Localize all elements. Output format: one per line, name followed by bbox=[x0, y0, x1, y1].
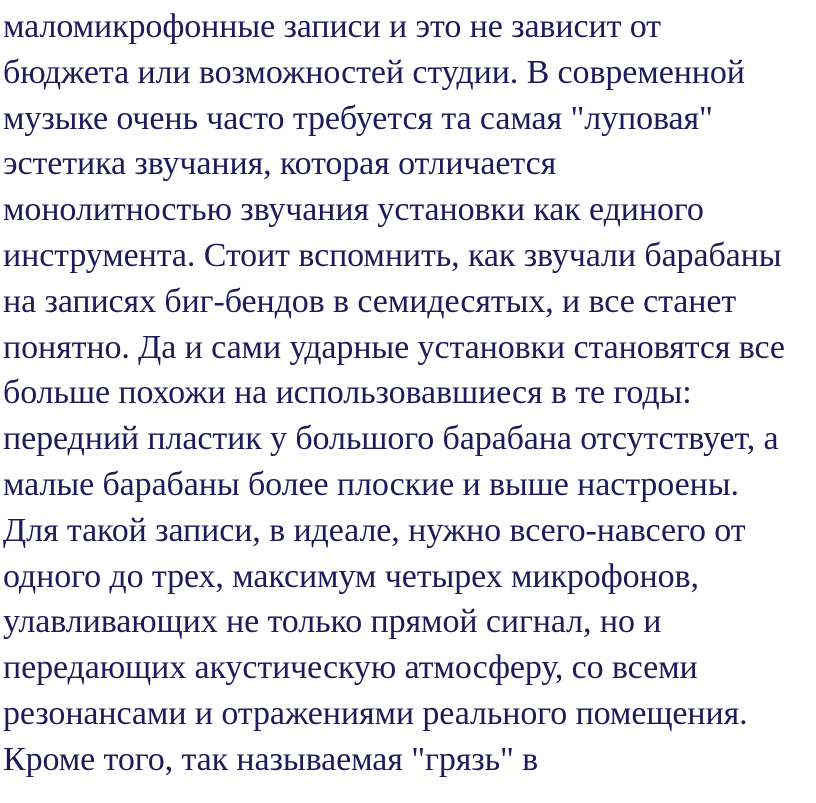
text-line: улавливающих не только прямой сигнал, но и bbox=[3, 603, 662, 641]
text-line: Кроме того, так называемая "грязь" в bbox=[3, 740, 539, 778]
text-line: маломикрофонные записи и это не зависит от bbox=[3, 8, 661, 45]
text-line: больше похожи на использовавшиеся в те годы: bbox=[3, 374, 692, 412]
text-line: малые барабаны более плоские и выше настроены. bbox=[3, 465, 739, 503]
text-line: инструмента. Стоит вспомнить, как звучали барабаны bbox=[3, 236, 782, 274]
text-line: эстетика звучания, которая отличается bbox=[3, 145, 557, 183]
paragraph bbox=[3, 4, 815, 783]
text-line: на записях биг-бендов в семидесятых, и все станет bbox=[3, 282, 737, 320]
text-line: резонансами и отражениями реального помещения. bbox=[3, 694, 748, 732]
text-line: монолитностью звучания установки как единого bbox=[3, 191, 704, 229]
text-line: музыке очень часто требуется та самая "луповая" bbox=[3, 99, 713, 137]
text-line: бюджета или возможностей студии. В современной bbox=[3, 53, 745, 91]
text-line: передающих акустическую атмосферу, со всеми bbox=[3, 649, 698, 687]
text-line: Для такой записи, в идеале, нужно всего-навсего от bbox=[3, 511, 746, 549]
text-line: передний пластик у большого барабана отсутствует, а bbox=[3, 420, 779, 458]
text-line: одного до трех, максимум четырех микрофонов, bbox=[3, 557, 699, 595]
text-line: понятно. Да и сами ударные установки становятся все bbox=[3, 328, 785, 366]
